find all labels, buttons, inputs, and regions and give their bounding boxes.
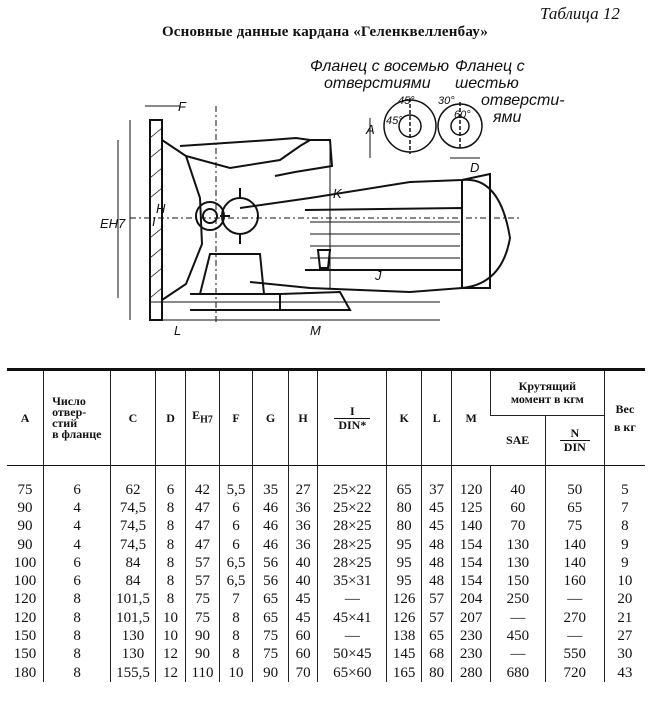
table-cell: 65	[387, 466, 422, 500]
table-cell: —	[490, 609, 545, 627]
header-d: D	[155, 370, 185, 466]
header-holes: Число отвер- стий в фланце	[44, 370, 111, 466]
table-cell: 10	[155, 609, 185, 627]
table-cell: 45×41	[318, 609, 387, 627]
table-cell: 65	[421, 627, 451, 645]
table-cell: 4	[44, 518, 111, 536]
table-cell: 25×22	[318, 466, 387, 500]
table-cell: 5	[604, 466, 645, 500]
table-cell: —	[490, 646, 545, 664]
header-g: G	[253, 370, 289, 466]
table-cell: 207	[452, 609, 491, 627]
table-cell: 7	[604, 499, 645, 517]
table-cell: —	[318, 591, 387, 609]
table-cell: 140	[545, 554, 604, 572]
table-row	[7, 664, 645, 682]
table-cell: 125	[452, 499, 491, 517]
table-cell: 56	[253, 554, 289, 572]
header-i: $\frac{I}{\text{DIN*}}$	[318, 370, 387, 466]
table-cell: 28×25	[318, 554, 387, 572]
table-cell: 80	[387, 499, 422, 517]
table-cell: 84	[111, 572, 156, 590]
table-cell: 90	[17, 499, 33, 516]
table-cell: 126	[387, 591, 422, 609]
table-cell: 40	[288, 554, 317, 572]
table-cell: 65×60	[318, 664, 387, 682]
table-row	[7, 591, 645, 609]
table-cell: 6	[44, 554, 111, 572]
table-cell: 7	[219, 591, 253, 609]
table-cell: 80	[421, 664, 451, 682]
table-cell: 45	[288, 609, 317, 627]
table-cell: 9	[604, 554, 645, 572]
table-cell: 30	[604, 646, 645, 664]
table-cell: 140	[545, 536, 604, 554]
table-cell: —	[545, 627, 604, 645]
label-e: EH7	[100, 216, 126, 231]
table-cell: 250	[490, 591, 545, 609]
label-h: H	[156, 201, 166, 216]
table-cell: 230	[452, 627, 491, 645]
table-cell: 8	[155, 554, 185, 572]
header-c: C	[111, 370, 156, 466]
table-cell: 57	[186, 554, 220, 572]
table-cell: 12	[155, 664, 185, 682]
table-cell: 84	[111, 554, 156, 572]
table-cell: 36	[288, 499, 317, 517]
table-cell: 40	[490, 466, 545, 500]
table-cell: 95	[387, 572, 422, 590]
table-cell: 12	[155, 646, 185, 664]
table-cell: 48	[421, 572, 451, 590]
table-cell: 45	[421, 499, 451, 517]
table-cell: 8	[155, 518, 185, 536]
table-cell: 180	[13, 664, 37, 681]
table-cell: 60	[288, 627, 317, 645]
table-cell: 720	[545, 664, 604, 682]
label-deg30: 30°	[438, 95, 455, 107]
table-cell: 450	[490, 627, 545, 645]
table-cell: 130	[490, 536, 545, 554]
header-e: $E_{H7}$	[186, 370, 220, 466]
table-row	[7, 646, 645, 664]
table-row	[7, 518, 645, 536]
table-cell: 8	[44, 664, 111, 682]
table-cell: 155,5	[111, 664, 156, 682]
table-cell: 90	[186, 646, 220, 664]
table-row	[7, 499, 645, 517]
header-n-din: $\frac{N}{\text{DIN}}$	[545, 416, 604, 466]
table-cell: 60	[490, 499, 545, 517]
table-cell: 154	[452, 536, 491, 554]
label-d: D	[470, 160, 480, 175]
table-cell: 154	[452, 572, 491, 590]
header-h: H	[288, 370, 317, 466]
table-row	[7, 609, 645, 627]
table-cell: 20	[604, 591, 645, 609]
table-cell: 95	[387, 536, 422, 554]
table-cell: 35×31	[318, 572, 387, 590]
table-cell: 46	[253, 536, 289, 554]
table-cell: —	[545, 591, 604, 609]
table-cell: 6	[44, 572, 111, 590]
label-deg60: 60°	[454, 109, 471, 121]
label-k: K	[333, 186, 342, 201]
table-cell: 48	[421, 536, 451, 554]
page-title: Основные данные кардана «Геленквелленбау»	[161, 24, 489, 40]
table-cell: 6	[219, 518, 253, 536]
table-cell: 8	[604, 518, 645, 536]
table-cell: 25×22	[318, 499, 387, 517]
table-cell: 120	[13, 591, 37, 608]
table-cell: 45	[288, 591, 317, 609]
table-cell: 8	[155, 591, 185, 609]
table-cell: 6	[155, 466, 185, 500]
table-cell: 47	[186, 536, 220, 554]
table-row	[7, 572, 645, 590]
table-cell: 74,5	[111, 518, 156, 536]
table-cell: 120	[452, 466, 491, 500]
table-cell: 8	[155, 499, 185, 517]
label-deg45b: 45°	[386, 115, 403, 127]
table-cell: 95	[387, 554, 422, 572]
table-cell: 21	[604, 609, 645, 627]
table-cell: 48	[421, 554, 451, 572]
table-cell: 60	[288, 646, 317, 664]
table-cell: 130	[490, 554, 545, 572]
table-cell: 75	[17, 481, 33, 498]
table-cell: 57	[186, 572, 220, 590]
table-cell: 160	[545, 572, 604, 590]
spec-table	[7, 368, 645, 682]
header-a: A	[7, 370, 44, 466]
table-cell: 57	[421, 591, 451, 609]
table-cell: 36	[288, 536, 317, 554]
table-cell: 56	[253, 572, 289, 590]
header-sae: SAE	[505, 433, 530, 447]
table-cell: 6,5	[219, 554, 253, 572]
table-cell: 80	[387, 518, 422, 536]
table-cell: 65	[253, 591, 289, 609]
table-cell: 130	[111, 646, 156, 664]
table-cell: —	[318, 627, 387, 645]
table-cell: 100	[13, 573, 37, 590]
table-cell: 280	[452, 664, 491, 682]
table-cell: 90	[17, 518, 33, 535]
table-cell: 8	[219, 627, 253, 645]
table-cell: 6	[44, 466, 111, 500]
table-cell: 110	[186, 664, 220, 682]
table-cell: 46	[253, 499, 289, 517]
table-cell: 90	[186, 627, 220, 645]
flange-six-label: Фланец с шестью отверсти- ями	[455, 58, 565, 126]
table-cell: 27	[288, 466, 317, 500]
table-cell: 40	[288, 572, 317, 590]
table-cell: 9	[604, 536, 645, 554]
table-cell: 10	[604, 572, 645, 590]
table-cell: 138	[387, 627, 422, 645]
table-cell: 165	[387, 664, 422, 682]
table-cell: 130	[111, 627, 156, 645]
table-cell: 8	[44, 627, 111, 645]
table-cell: 50	[545, 466, 604, 500]
table-cell: 50×45	[318, 646, 387, 664]
table-cell: 230	[452, 646, 491, 664]
table-cell: 6	[219, 499, 253, 517]
label-m: M	[310, 323, 321, 338]
table-cell: 8	[219, 646, 253, 664]
header-torque: Крутящий момент в кгм	[490, 370, 604, 416]
table-cell: 70	[288, 664, 317, 682]
table-cell: 8	[44, 646, 111, 664]
table-cell: 10	[219, 664, 253, 682]
table-cell: 101,5	[111, 591, 156, 609]
table-cell: 154	[452, 554, 491, 572]
label-i: I	[152, 214, 156, 229]
flange-eight-label: Фланец с восемью отверстиями	[310, 58, 450, 92]
table-cell: 120	[13, 609, 37, 626]
table-cell: 74,5	[111, 536, 156, 554]
table-cell: 10	[155, 627, 185, 645]
table-cell: 90	[253, 664, 289, 682]
table-cell: 74,5	[111, 499, 156, 517]
label-deg45a: 45°	[398, 95, 415, 107]
table-cell: 145	[387, 646, 422, 664]
table-cell: 47	[186, 518, 220, 536]
table-cell: 65	[253, 609, 289, 627]
label-j: J	[375, 268, 382, 283]
table-cell: 43	[604, 664, 645, 682]
table-cell: 550	[545, 646, 604, 664]
table-cell: 100	[13, 554, 37, 571]
table-cell: 57	[421, 609, 451, 627]
table-cell: 37	[421, 466, 451, 500]
label-l: L	[174, 323, 182, 338]
table-cell: 68	[421, 646, 451, 664]
table-row	[7, 536, 645, 554]
table-cell: 65	[545, 499, 604, 517]
table-cell: 6	[219, 536, 253, 554]
header-weight: Вес в кг	[604, 370, 645, 466]
table-cell: 45	[421, 518, 451, 536]
table-number: Таблица 12	[540, 4, 620, 23]
table-cell: 28×25	[318, 518, 387, 536]
table-cell: 70	[490, 518, 545, 536]
header-m: M	[452, 370, 491, 466]
table-cell: 140	[452, 518, 491, 536]
label-a: A	[366, 122, 375, 137]
table-cell: 75	[253, 646, 289, 664]
table-cell: 4	[44, 499, 111, 517]
header-f: F	[219, 370, 253, 466]
header-l: L	[421, 370, 451, 466]
table-cell: 270	[545, 609, 604, 627]
table-cell: 680	[490, 664, 545, 682]
table-cell: 35	[253, 466, 289, 500]
table-cell: 27	[604, 627, 645, 645]
table-cell: 8	[155, 536, 185, 554]
table-cell: 62	[111, 466, 156, 500]
table-cell: 47	[186, 499, 220, 517]
table-cell: 6,5	[219, 572, 253, 590]
table-cell: 75	[545, 518, 604, 536]
label-f: F	[178, 99, 186, 114]
table-cell: 8	[44, 591, 111, 609]
header-k: K	[387, 370, 422, 466]
table-cell: 36	[288, 518, 317, 536]
table-cell: 8	[44, 609, 111, 627]
table-cell: 204	[452, 591, 491, 609]
table-cell: 4	[44, 536, 111, 554]
table-cell: 5,5	[219, 466, 253, 500]
table-cell: 28×25	[318, 536, 387, 554]
table-cell: 101,5	[111, 609, 156, 627]
table-cell: 75	[186, 609, 220, 627]
table-cell: 42	[186, 466, 220, 500]
table-row	[7, 466, 645, 500]
table-cell: 75	[186, 591, 220, 609]
table-row	[7, 627, 645, 645]
table-cell: 8	[155, 572, 185, 590]
table-cell: 90	[17, 536, 33, 553]
table-cell: 126	[387, 609, 422, 627]
table-cell: 8	[219, 609, 253, 627]
table-row	[7, 554, 645, 572]
table-cell: 150	[13, 628, 37, 645]
table-cell: 46	[253, 518, 289, 536]
table-cell: 150	[13, 646, 37, 663]
table-cell: 75	[253, 627, 289, 645]
table-cell: 150	[490, 572, 545, 590]
